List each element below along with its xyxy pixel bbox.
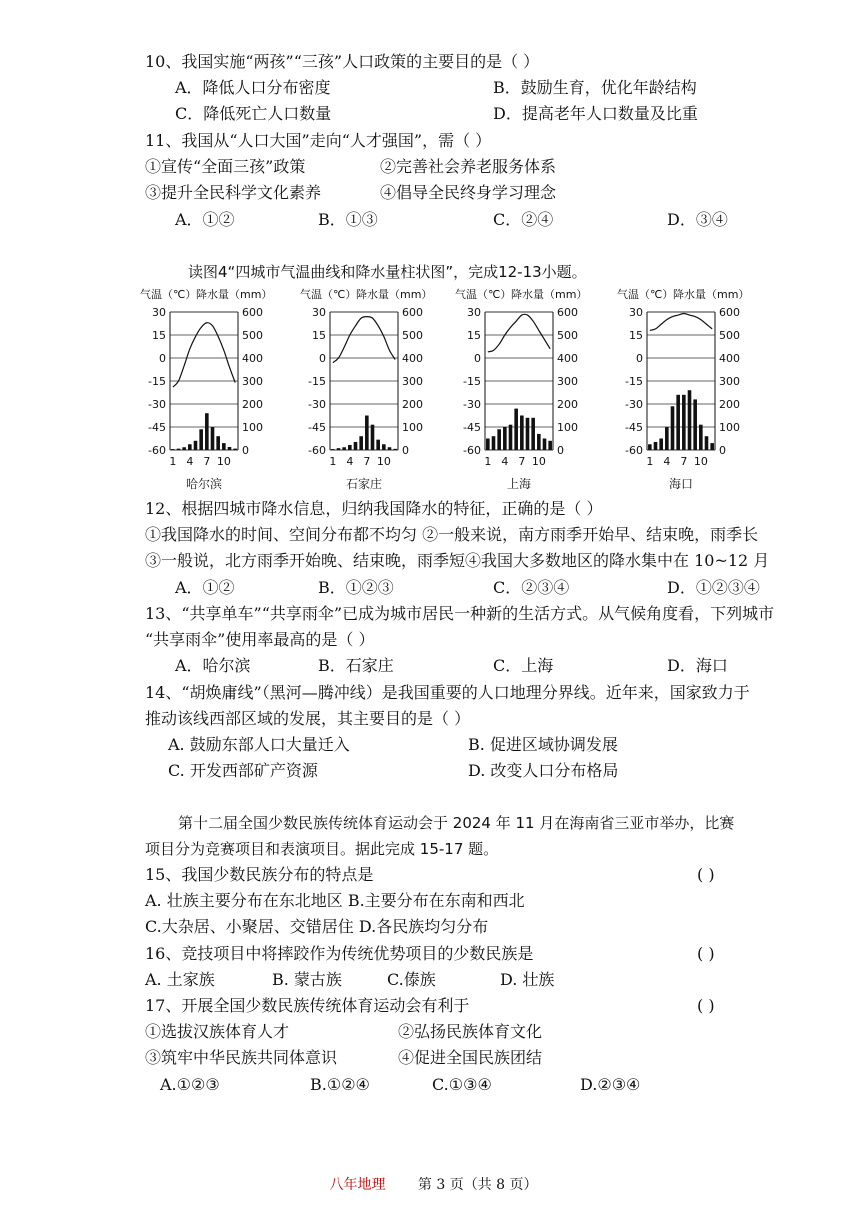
precipitation-bar: [354, 442, 358, 450]
q14-stem-line-2: 推动该线西部区域的发展，其主要目的是（ ）: [145, 709, 471, 728]
q16-option-b[interactable]: B. 蒙古族: [272, 970, 342, 989]
page-footer: [0, 1174, 867, 1194]
q15-answer-blank[interactable]: ( ): [697, 865, 715, 884]
climate-chart-harbin: [140, 282, 300, 497]
q17-option-b[interactable]: B.①②④: [310, 1075, 370, 1094]
precipitation-bar: [376, 440, 380, 450]
precipitation-tick-label: 500: [242, 329, 263, 342]
q11-option-c[interactable]: C．②④: [493, 210, 554, 229]
precipitation-bar: [710, 443, 714, 450]
precipitation-bar: [648, 444, 652, 450]
q10-option-b[interactable]: B．鼓励生育，优化年龄结构: [493, 78, 697, 97]
precipitation-bar: [228, 447, 232, 450]
q12-option-b[interactable]: B．①②③: [318, 578, 394, 597]
q14-option-b[interactable]: B. 促进区域协调发展: [468, 735, 618, 754]
precipitation-bar: [337, 448, 341, 450]
temperature-tick-label: 30: [312, 306, 326, 319]
precipitation-bar: [514, 409, 518, 450]
month-tick-label: 7: [203, 455, 211, 468]
precipitation-bar: [543, 439, 547, 451]
precipitation-bar: [331, 449, 335, 450]
q16-stem: 16、竞技项目中将摔跤作为传统优势项目的少数民族是: [145, 944, 534, 963]
temperature-curve: [333, 317, 395, 363]
temperature-curve: [173, 323, 235, 387]
q12-stem: 12、根据四城市降水信息，归纳我国降水的特征，正确的是（ ）: [145, 499, 603, 518]
precipitation-bar: [509, 425, 513, 450]
precipitation-bar: [497, 429, 501, 450]
q17-option-d[interactable]: D.②③④: [580, 1075, 641, 1094]
q12-option-a[interactable]: A．①②: [175, 578, 235, 597]
precipitation-bar: [671, 406, 675, 450]
precipitation-bar: [182, 447, 186, 450]
q14-option-c[interactable]: C. 开发西部矿产资源: [168, 761, 318, 780]
precipitation-axis-title: 降水量（mm）: [356, 288, 433, 301]
precipitation-bar: [199, 429, 203, 450]
temperature-tick-label: 0: [636, 352, 643, 365]
precipitation-bar: [205, 413, 209, 450]
temperature-tick-label: -60: [148, 444, 166, 457]
climate-chart-shijiazhuang: [300, 282, 460, 497]
precipitation-bar: [654, 442, 658, 450]
precipitation-tick-label: 300: [242, 375, 263, 388]
temperature-tick-label: -60: [463, 444, 481, 457]
q14-stem-line-1: 14、“胡焕庸线”（黑河—腾冲线）是我国重要的人口地理分界线。近年来，国家致力于: [145, 683, 750, 702]
temperature-curve: [650, 314, 712, 331]
q16-option-c[interactable]: C.傣族: [387, 970, 436, 989]
precipitation-bar: [537, 434, 541, 450]
precipitation-tick-label: 100: [242, 421, 263, 434]
q17-option-c[interactable]: C.①③④: [432, 1075, 492, 1094]
q17-option-a[interactable]: A.①②③: [160, 1075, 220, 1094]
precipitation-tick-label: 600: [242, 306, 263, 319]
temperature-tick-label: -45: [148, 421, 166, 434]
q14-option-d[interactable]: D. 改变人口分布格局: [468, 761, 619, 780]
month-tick-label: 10: [693, 455, 708, 468]
precipitation-bar: [194, 441, 198, 450]
temperature-tick-label: -30: [625, 398, 643, 411]
precipitation-bar: [388, 447, 392, 450]
precipitation-tick-label: 500: [557, 329, 578, 342]
q13-option-b[interactable]: B．石家庄: [318, 656, 394, 675]
precipitation-tick-label: 400: [557, 352, 578, 365]
precipitation-tick-label: 300: [557, 375, 578, 388]
temperature-tick-label: -30: [148, 398, 166, 411]
q17-stem: 17、开展全国少数民族传统体育运动会有利于: [145, 996, 470, 1015]
chart-intro: 读图4“四城市气温曲线和降水量柱状图”，完成12-13小题。: [188, 263, 587, 281]
q17-answer-blank[interactable]: ( ): [697, 996, 715, 1015]
precipitation-bar: [393, 449, 397, 450]
precipitation-tick-label: 400: [402, 352, 423, 365]
precipitation-axis-title: 降水量（mm）: [673, 288, 750, 301]
precipitation-bar: [659, 439, 663, 451]
month-tick-label: 10: [376, 455, 391, 468]
temperature-axis-title: 气温（℃）: [140, 288, 197, 301]
month-tick-label: 1: [329, 455, 337, 468]
climate-chart-haikou: [617, 282, 777, 497]
q17-item-2: ②弘扬民族体育文化: [398, 1022, 543, 1041]
q10-option-a[interactable]: A．降低人口分布密度: [175, 78, 331, 97]
q13-option-a[interactable]: A．哈尔滨: [175, 656, 251, 675]
precipitation-tick-label: 100: [557, 421, 578, 434]
precipitation-bar: [371, 425, 375, 450]
temperature-axis-title: 气温（℃）: [617, 288, 674, 301]
precipitation-bar: [342, 447, 346, 450]
q12-line-2: ③一般说，北方雨季开始晚、结束晚，雨季短④我国大多数地区的降水集中在 10~12 月: [145, 551, 770, 570]
temperature-tick-label: -15: [148, 375, 166, 388]
temperature-tick-label: -15: [463, 375, 481, 388]
month-tick-label: 4: [663, 455, 671, 468]
month-tick-label: 4: [186, 455, 194, 468]
precipitation-bar: [348, 445, 352, 450]
temperature-tick-label: 30: [629, 306, 643, 319]
precipitation-tick-label: 300: [402, 375, 423, 388]
temperature-tick-label: -30: [308, 398, 326, 411]
q11-option-b[interactable]: B．①③: [318, 210, 378, 229]
q14-option-a[interactable]: A. 鼓励东部人口大量迁入: [168, 735, 350, 754]
footer-page-number: 第 3 页（共 8 页）: [417, 1177, 538, 1193]
q13-stem-line-1: 13、“共享单车”“共享雨伞”已成为城市居民一种新的生活方式。从气候角度看，下列城市: [145, 604, 775, 623]
q10-option-d[interactable]: D．提高老年人口数量及比重: [493, 104, 698, 123]
precipitation-bar: [526, 418, 530, 450]
q15-options-line-2[interactable]: C.大杂居、小聚居、交错居住 D.各民族均匀分布: [145, 917, 489, 936]
precipitation-tick-label: 0: [719, 444, 726, 457]
temperature-tick-label: 15: [152, 329, 166, 342]
month-tick-label: 4: [346, 455, 354, 468]
context-line-2: 项目分为竞赛项目和表演项目。据此完成 15-17 题。: [145, 840, 499, 858]
q16-option-d[interactable]: D. 壮族: [500, 970, 555, 989]
precipitation-bar: [233, 449, 237, 450]
city-name: 海口: [668, 477, 694, 491]
month-tick-label: 10: [216, 455, 231, 468]
precipitation-tick-label: 600: [557, 306, 578, 319]
precipitation-bar: [548, 441, 552, 450]
precipitation-bar: [503, 427, 507, 450]
month-tick-label: 7: [363, 455, 371, 468]
precipitation-tick-label: 200: [719, 398, 740, 411]
q12-option-d[interactable]: D．①②③④: [667, 578, 760, 597]
precipitation-bar: [216, 436, 220, 450]
precipitation-tick-label: 400: [242, 352, 263, 365]
q11-option-d[interactable]: D．③④: [667, 210, 728, 229]
month-tick-label: 7: [680, 455, 688, 468]
precipitation-bar: [688, 390, 692, 450]
q15-options-line-1[interactable]: A. 壮族主要分布在东北地区 B.主要分布在东南和西北: [145, 891, 525, 910]
precipitation-tick-label: 0: [242, 444, 249, 457]
temperature-tick-label: -15: [625, 375, 643, 388]
city-name: 上海: [506, 477, 532, 491]
month-tick-label: 10: [531, 455, 546, 468]
precipitation-bar: [492, 436, 496, 450]
precipitation-bar: [365, 416, 369, 451]
footer-subject: 八年地理: [329, 1177, 386, 1193]
precipitation-tick-label: 0: [402, 444, 409, 457]
temperature-tick-label: 0: [319, 352, 326, 365]
temperature-tick-label: 30: [467, 306, 481, 319]
q17-item-3: ③筑牢中华民族共同体意识: [145, 1048, 338, 1067]
temperature-curve: [488, 314, 550, 352]
precipitation-bar: [682, 395, 686, 450]
q16-answer-blank[interactable]: ( ): [697, 944, 715, 963]
precipitation-bar: [676, 395, 680, 450]
precipitation-tick-label: 300: [719, 375, 740, 388]
q17-item-4: ④促进全国民族团结: [398, 1048, 543, 1067]
q15-stem: 15、我国少数民族分布的特点是: [145, 865, 374, 884]
temperature-tick-label: -30: [463, 398, 481, 411]
precipitation-bar: [665, 427, 669, 450]
context-line-1: 第十二届全国少数民族传统体育运动会于 2024 年 11 月在海南省三亚市举办，比赛: [178, 814, 735, 832]
temperature-tick-label: -45: [308, 421, 326, 434]
temperature-tick-label: 0: [474, 352, 481, 365]
q10-option-c[interactable]: C．降低死亡人口数量: [175, 104, 332, 123]
precipitation-bar: [520, 416, 524, 451]
precipitation-bar: [211, 427, 215, 450]
precipitation-bar: [486, 439, 490, 451]
temperature-tick-label: -45: [463, 421, 481, 434]
q11-option-a[interactable]: A．①②: [175, 210, 235, 229]
month-tick-label: 7: [518, 455, 526, 468]
city-name: 石家庄: [345, 477, 383, 491]
temperature-tick-label: 15: [312, 329, 326, 342]
precipitation-tick-label: 600: [719, 306, 740, 319]
month-tick-label: 1: [169, 455, 177, 468]
temperature-tick-label: -45: [625, 421, 643, 434]
precipitation-bar: [693, 399, 697, 450]
q11-item-3: ③提升全民科学文化素养: [145, 183, 322, 202]
q13-option-c[interactable]: C．上海: [493, 656, 554, 675]
q11-item-2: ②完善社会养老服务体系: [380, 157, 557, 176]
precipitation-bar: [177, 449, 181, 450]
precipitation-bar: [171, 449, 175, 450]
precipitation-tick-label: 100: [402, 421, 423, 434]
month-tick-label: 1: [646, 455, 654, 468]
q12-line-1: ①我国降水的时间、空间分布都不均匀 ②一般来说，南方雨季开始早、结束晚，雨季长: [145, 525, 759, 544]
q11-stem: 11、我国从“人口大国”走向“人才强国”，需（ ）: [145, 131, 492, 150]
q13-option-d[interactable]: D．海口: [667, 656, 728, 675]
precipitation-bar: [222, 443, 226, 450]
temperature-axis-title: 气温（℃）: [455, 288, 512, 301]
q13-stem-line-2: “共享雨伞”使用率最高的是（ ）: [145, 630, 375, 649]
precipitation-tick-label: 200: [557, 398, 578, 411]
month-tick-label: 4: [501, 455, 509, 468]
precipitation-bar: [699, 425, 703, 450]
precipitation-bar: [359, 436, 363, 450]
temperature-tick-label: -15: [308, 375, 326, 388]
precipitation-tick-label: 200: [402, 398, 423, 411]
precipitation-tick-label: 200: [242, 398, 263, 411]
precipitation-tick-label: 0: [557, 444, 564, 457]
temperature-tick-label: 0: [159, 352, 166, 365]
precipitation-bar: [705, 436, 709, 450]
month-tick-label: 1: [484, 455, 492, 468]
temperature-tick-label: -60: [308, 444, 326, 457]
q10-stem: 10、我国实施“两孩”“三孩”人口政策的主要目的是（ ）: [145, 52, 540, 71]
temperature-tick-label: 30: [152, 306, 166, 319]
precipitation-tick-label: 500: [719, 329, 740, 342]
q17-item-1: ①选拔汉族体育人才: [145, 1022, 290, 1041]
temperature-tick-label: 15: [467, 329, 481, 342]
precipitation-axis-title: 降水量（mm）: [196, 288, 273, 301]
precipitation-tick-label: 400: [719, 352, 740, 365]
precipitation-tick-label: 600: [402, 306, 423, 319]
q12-option-c[interactable]: C．②③④: [493, 578, 570, 597]
precipitation-tick-label: 500: [402, 329, 423, 342]
temperature-axis-title: 气温（℃）: [300, 288, 357, 301]
temperature-tick-label: -60: [625, 444, 643, 457]
precipitation-bar: [531, 418, 535, 450]
temperature-tick-label: 15: [629, 329, 643, 342]
climate-chart-shanghai: [455, 282, 615, 497]
city-name: 哈尔滨: [185, 477, 223, 491]
precipitation-bar: [188, 444, 192, 450]
precipitation-tick-label: 100: [719, 421, 740, 434]
precipitation-bar: [382, 444, 386, 450]
q11-item-1: ①宣传“全面三孩”政策: [145, 157, 306, 176]
q11-item-4: ④倡导全民终身学习理念: [380, 183, 557, 202]
precipitation-axis-title: 降水量（mm）: [511, 288, 588, 301]
q16-option-a[interactable]: A. 土家族: [145, 970, 215, 989]
